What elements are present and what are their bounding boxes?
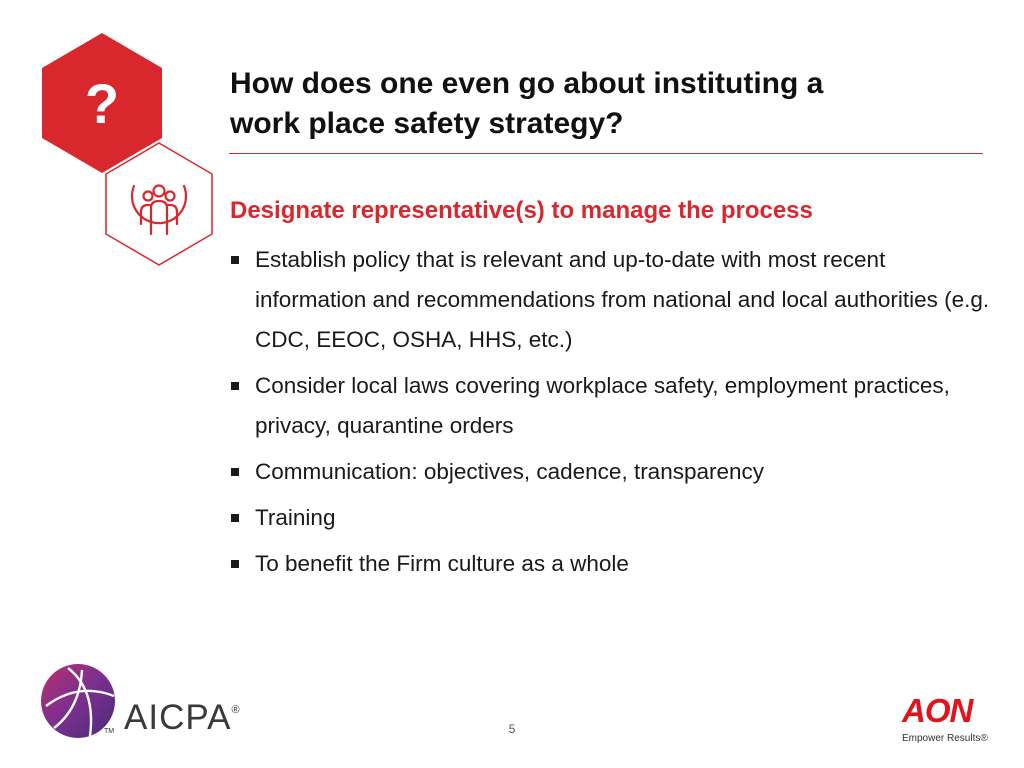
bullet-square-icon (231, 256, 239, 264)
section-subheading: Designate representative(s) to manage the process (230, 197, 813, 224)
bullet-square-icon (231, 560, 239, 568)
title-line-1: How does one even go about instituting a (230, 67, 824, 100)
page-number: 5 (508, 722, 516, 736)
bullet-text: Establish policy that is relevant and up-to-date with most recent information and recommendations from national and local authorities (e.g. CDC, EEOC, OSHA, HHS, etc.) (255, 247, 990, 352)
bullet-square-icon (231, 382, 239, 390)
title-divider (229, 153, 983, 154)
bullet-item (230, 240, 990, 360)
bullet-text: To benefit the Firm culture as a whole (255, 551, 629, 576)
aicpa-wordmark (124, 698, 241, 738)
bullet-item (230, 544, 990, 584)
title-line-2: work place safety strategy? (230, 107, 624, 140)
bullet-text: Training (255, 505, 336, 530)
aon-tagline: Empower Results® (902, 733, 988, 744)
bullet-item (230, 452, 990, 492)
people-group-icon (104, 142, 214, 266)
page-title (230, 64, 970, 144)
trademark-mark: TM (104, 728, 115, 735)
aicpa-text: AICPA (124, 698, 232, 737)
bullet-text: Communication: objectives, cadence, transparency (255, 459, 765, 484)
question-mark: ? (84, 72, 120, 135)
bullet-text: Consider local laws covering workplace safety, employment practices, privacy, quarantine orders (255, 373, 950, 438)
bullet-item (230, 366, 990, 446)
bullet-square-icon (231, 514, 239, 522)
bullet-item (230, 498, 990, 538)
registered-mark: ® (231, 704, 241, 716)
bullet-square-icon (231, 468, 239, 476)
aon-logo: AON (902, 692, 973, 729)
bullet-list (230, 240, 990, 590)
